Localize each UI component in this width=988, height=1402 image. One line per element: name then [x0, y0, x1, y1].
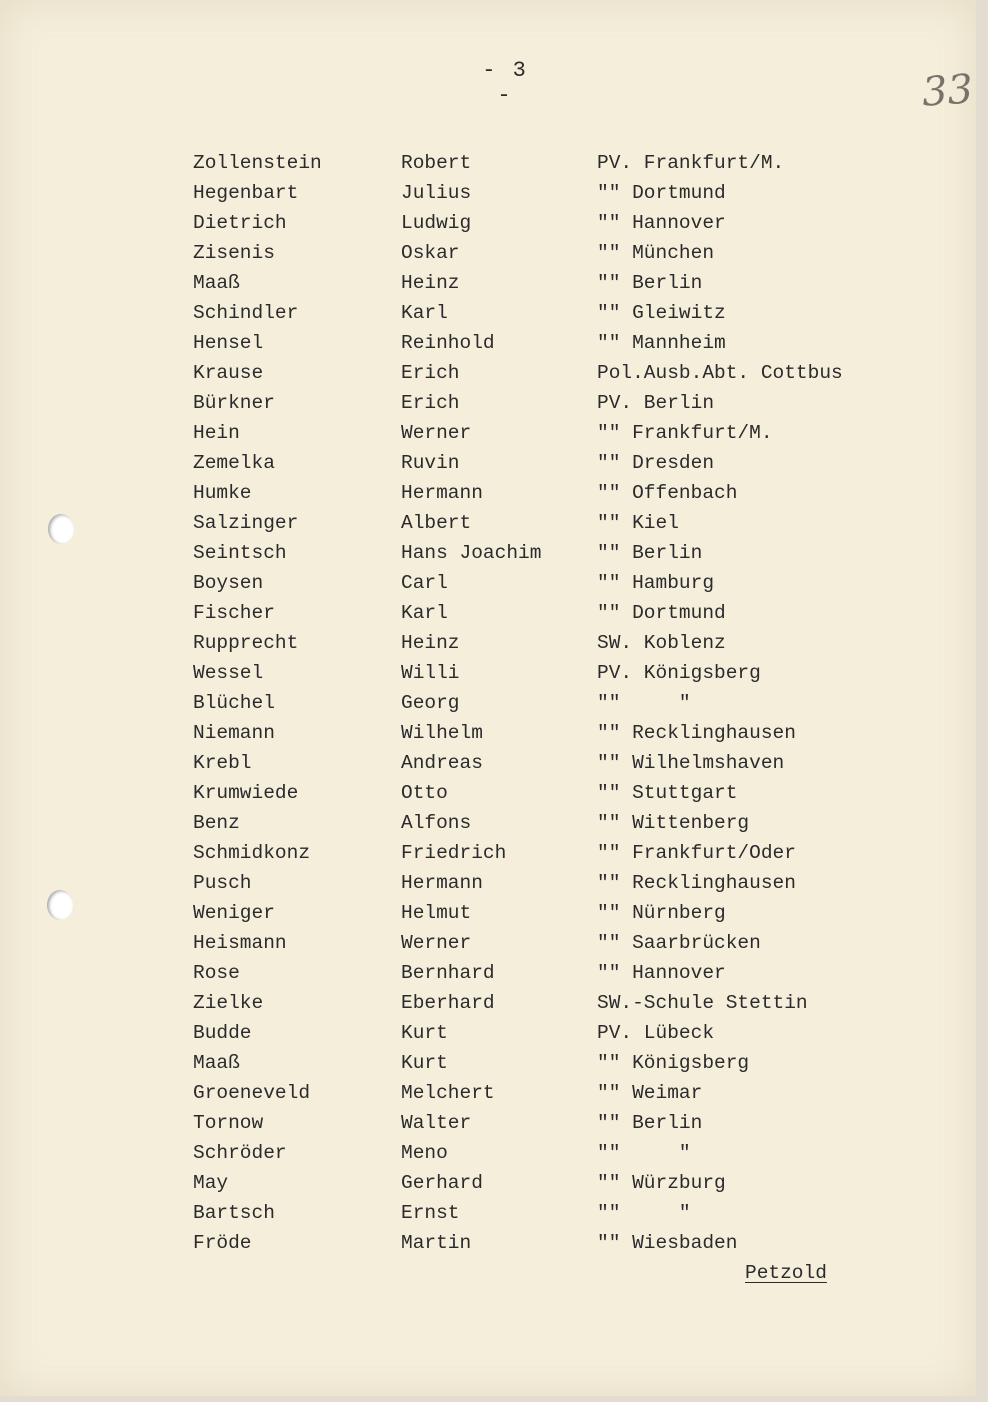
roster-surname: Budde [193, 1022, 252, 1044]
roster-firstname: Wilhelm [401, 722, 483, 744]
roster-unit: "" Stuttgart [597, 782, 738, 804]
roster-firstname: Ruvin [401, 452, 460, 474]
roster-surname: Zollenstein [193, 152, 322, 174]
roster-firstname: Hermann [401, 872, 483, 894]
roster-firstname: Karl [401, 302, 448, 324]
roster-unit: PV. Königsberg [597, 662, 761, 684]
roster-surname: Maaß [193, 272, 240, 294]
roster-surname: Salzinger [193, 512, 299, 534]
roster-firstname: Hans Joachim [401, 542, 542, 564]
roster-row [0, 1078, 976, 1108]
roster-surname: Bürkner [193, 392, 275, 414]
roster-firstname: Alfons [401, 812, 472, 834]
roster-row [0, 508, 976, 538]
roster-unit: "" München [597, 242, 715, 264]
roster-unit: Pol.Ausb.Abt. Cottbus [597, 362, 843, 384]
roster-unit: "" Würzburg [597, 1172, 726, 1194]
roster-surname: Hein [193, 422, 240, 444]
roster-row [0, 748, 976, 778]
roster-firstname: Kurt [401, 1022, 448, 1044]
roster-surname: Wessel [193, 662, 264, 684]
roster-row [0, 418, 976, 448]
roster-row [0, 178, 976, 208]
scan-edge-bottom [0, 1396, 988, 1402]
roster-firstname: Helmut [401, 902, 472, 924]
roster-firstname: Otto [401, 782, 448, 804]
roster-row [0, 598, 976, 628]
roster-firstname: Georg [401, 692, 460, 714]
roster-firstname: Friedrich [401, 842, 507, 864]
roster-firstname: Melchert [401, 1082, 495, 1104]
roster-surname: Maaß [193, 1052, 240, 1074]
roster-firstname: Reinhold [401, 332, 495, 354]
roster-unit: "" Hannover [597, 212, 726, 234]
roster-surname: Zemelka [193, 452, 275, 474]
roster-row [0, 718, 976, 748]
roster-firstname: Ludwig [401, 212, 472, 234]
roster-surname: Pusch [193, 872, 252, 894]
roster-firstname: Heinz [401, 272, 460, 294]
roster-firstname: Heinz [401, 632, 460, 654]
roster-unit: "" Wiesbaden [597, 1232, 738, 1254]
roster-unit: "" Frankfurt/Oder [597, 842, 796, 864]
roster-surname: May [193, 1172, 229, 1194]
roster-row [0, 328, 976, 358]
roster-surname: Rose [193, 962, 240, 984]
roster-firstname: Eberhard [401, 992, 495, 1014]
roster-row [0, 1198, 976, 1228]
signature-name: Petzold [745, 1262, 827, 1284]
roster-firstname: Kurt [401, 1052, 448, 1074]
roster-row [0, 628, 976, 658]
roster-surname: Tornow [193, 1112, 264, 1134]
roster-row [0, 958, 976, 988]
roster-surname: Schröder [193, 1142, 287, 1164]
roster-row [0, 1048, 976, 1078]
roster-unit: "" Nürnberg [597, 902, 726, 924]
roster-unit: "" Recklinghausen [597, 872, 796, 894]
roster-firstname: Andreas [401, 752, 483, 774]
roster-unit: "" Dortmund [597, 602, 726, 624]
roster-firstname: Ernst [401, 1202, 460, 1224]
roster-unit: "" Gleiwitz [597, 302, 726, 324]
roster-row [0, 478, 976, 508]
roster-row [0, 388, 976, 418]
roster-firstname: Robert [401, 152, 472, 174]
roster-firstname: Meno [401, 1142, 448, 1164]
roster-firstname: Martin [401, 1232, 472, 1254]
roster-firstname: Werner [401, 422, 472, 444]
roster-firstname: Walter [401, 1112, 472, 1134]
roster-row [0, 298, 976, 328]
roster-row [0, 538, 976, 568]
roster-row [0, 1108, 976, 1138]
roster-unit: "" " [597, 1142, 691, 1164]
roster-surname: Rupprecht [193, 632, 299, 654]
roster-row [0, 1228, 976, 1258]
roster-unit: "" Saarbrücken [597, 932, 761, 954]
roster-firstname: Karl [401, 602, 448, 624]
roster-surname: Weniger [193, 902, 275, 924]
roster-unit: "" Berlin [597, 542, 703, 564]
roster-firstname: Gerhard [401, 1172, 483, 1194]
roster-unit: "" Berlin [597, 1112, 703, 1134]
roster-firstname: Hermann [401, 482, 483, 504]
roster-unit: "" " [597, 1202, 691, 1224]
roster-row [0, 1138, 976, 1168]
roster-surname: Fröde [193, 1232, 252, 1254]
roster-surname: Bartsch [193, 1202, 275, 1224]
roster-unit: "" Königsberg [597, 1052, 750, 1074]
roster-unit: "" Dortmund [597, 182, 726, 204]
roster-unit: "" Recklinghausen [597, 722, 796, 744]
roster-row [0, 688, 976, 718]
page-number: - 3 - [482, 58, 528, 108]
roster-firstname: Werner [401, 932, 472, 954]
roster-unit: "" Frankfurt/M. [597, 422, 773, 444]
roster-row [0, 838, 976, 868]
roster-row [0, 778, 976, 808]
roster-row [0, 898, 976, 928]
roster-firstname: Willi [401, 662, 460, 684]
roster-row [0, 988, 976, 1018]
roster-row [0, 1018, 976, 1048]
roster-row [0, 358, 976, 388]
roster-firstname: Erich [401, 362, 460, 384]
roster-row [0, 868, 976, 898]
roster-firstname: Julius [401, 182, 472, 204]
roster-firstname: Erich [401, 392, 460, 414]
roster-row [0, 658, 976, 688]
roster-unit: "" Hamburg [597, 572, 715, 594]
roster-surname: Boysen [193, 572, 264, 594]
roster-row [0, 1168, 976, 1198]
roster-unit: SW.-Schule Stettin [597, 992, 808, 1014]
roster-unit: PV. Lübeck [597, 1022, 715, 1044]
roster-surname: Schmidkonz [193, 842, 311, 864]
roster-unit: "" Offenbach [597, 482, 738, 504]
roster-surname: Krebl [193, 752, 252, 774]
roster-list [0, 148, 976, 1258]
roster-unit: "" Mannheim [597, 332, 726, 354]
roster-unit: PV. Berlin [597, 392, 715, 414]
roster-unit: "" Weimar [597, 1082, 703, 1104]
roster-surname: Krumwiede [193, 782, 299, 804]
roster-surname: Schindler [193, 302, 299, 324]
roster-row [0, 148, 976, 178]
roster-surname: Hensel [193, 332, 264, 354]
roster-firstname: Oskar [401, 242, 460, 264]
roster-surname: Humke [193, 482, 252, 504]
handwritten-folio-number: 33 [920, 66, 975, 116]
roster-unit: "" Kiel [597, 512, 679, 534]
roster-surname: Benz [193, 812, 240, 834]
roster-firstname: Albert [401, 512, 472, 534]
roster-surname: Hegenbart [193, 182, 299, 204]
roster-surname: Zisenis [193, 242, 275, 264]
roster-row [0, 238, 976, 268]
roster-surname: Groeneveld [193, 1082, 311, 1104]
roster-surname: Niemann [193, 722, 275, 744]
roster-unit: "" Dresden [597, 452, 715, 474]
roster-surname: Seintsch [193, 542, 287, 564]
roster-surname: Krause [193, 362, 264, 384]
roster-unit: "" Wittenberg [597, 812, 750, 834]
roster-surname: Zielke [193, 992, 264, 1014]
roster-unit: SW. Koblenz [597, 632, 726, 654]
roster-row [0, 568, 976, 598]
roster-firstname: Carl [401, 572, 448, 594]
roster-surname: Dietrich [193, 212, 287, 234]
roster-unit: "" " [597, 692, 691, 714]
roster-unit: "" Berlin [597, 272, 703, 294]
roster-row [0, 208, 976, 238]
roster-surname: Fischer [193, 602, 275, 624]
roster-unit: "" Hannover [597, 962, 726, 984]
roster-unit: "" Wilhelmshaven [597, 752, 785, 774]
roster-row [0, 808, 976, 838]
roster-row [0, 928, 976, 958]
roster-row [0, 448, 976, 478]
roster-unit: PV. Frankfurt/M. [597, 152, 785, 174]
roster-surname: Heismann [193, 932, 287, 954]
roster-firstname: Bernhard [401, 962, 495, 984]
scan-edge-right [976, 0, 988, 1402]
roster-surname: Blüchel [193, 692, 275, 714]
roster-row [0, 268, 976, 298]
